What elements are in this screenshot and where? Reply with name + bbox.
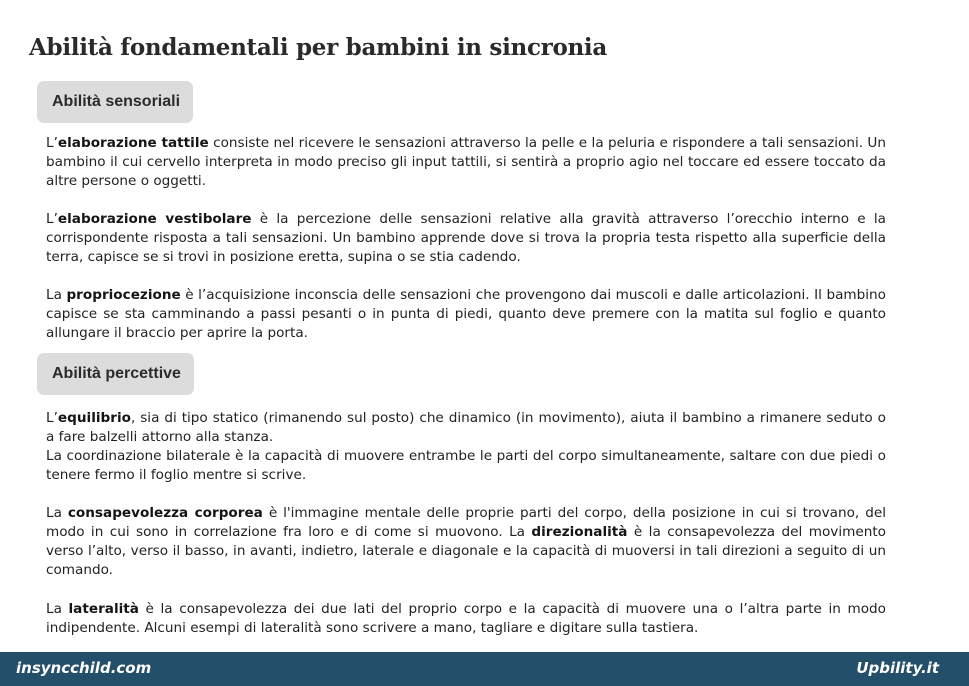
bold-term: propriocezione (66, 287, 181, 303)
footer-site-link[interactable]: insyncchild.com (16, 659, 152, 677)
footer-bar (0, 652, 969, 686)
paragraph-text: è la consapevolezza dei due lati del proprio corpo e la capacità di muovere una o l’altra parte in modo indipendente. Alcuni esempi di lateralità sono scrivere a mano, tagliare e digitare sulla tastiera. (46, 601, 886, 636)
paragraph-proprioception (46, 286, 886, 343)
bold-term: equilibrio (57, 410, 131, 426)
paragraph-text: La (46, 287, 67, 303)
paragraph-laterality (46, 600, 886, 638)
paragraph-balance (46, 409, 886, 447)
paragraph-text: è l'immagine mentale delle proprie parti del corpo, della posizione in cui si trovano, del modo in cui sono in correlazione fra loro e di come si muovono. La (46, 505, 886, 540)
paragraph-text: L’ (46, 211, 58, 227)
bold-term: elaborazione vestibolare (57, 211, 252, 227)
paragraph-text: , sia di tipo statico (rimanendo sul posto) che dinamico (in movimento), aiuta il bambino a rimanere seduto o a fare balzelli attorno alla stanza. (46, 410, 886, 445)
paragraph-text: è la consapevolezza del movimento verso l’alto, verso il basso, in avanti, indietro, laterale e diagonale e la capacità di muoversi in tali direzioni a seguito di un comando. (46, 524, 886, 578)
paragraph-text: è la percezione delle sensazioni relative alla gravità attraverso l’orecchio interno e la corrispondente risposta a tali sensazioni. Un bambino apprende dove si trova la propria testa rispetto alla superficie della terra, capisce se si trovi in posizione eretta, supina o se stia cadendo. (46, 211, 886, 265)
paragraph-text: L’ (46, 135, 58, 151)
paragraph-text: La (46, 601, 69, 617)
paragraph-text: L’ (46, 410, 58, 426)
paragraph-tactile (46, 134, 886, 191)
section-heading-perceptive: Abilità percettive (37, 353, 194, 395)
paragraph-text: è l’acquisizione inconscia delle sensazioni che provengono dai muscoli e dalle articolazioni. Il bambino capisce se sta camminando a passi pesanti o in punta di piedi, quanto deve premere con la matita sul foglio e quanto allungare il braccio per aprire la porta. (46, 287, 886, 341)
section-heading-sensory: Abilità sensoriali (37, 81, 193, 123)
paragraph-text: consiste nel ricevere le sensazioni attraverso la pelle e la peluria e rispondere a tali sensazioni. Un bambino il cui cervello interpreta in modo preciso gli input tattili, si sentirà a proprio agio nel toccare ed essere toccato da altre persone o oggetti. (46, 135, 886, 189)
paragraph-bilateral-coordination (46, 447, 886, 485)
bold-term: direzionalità (531, 524, 628, 540)
paragraph-text: La (46, 505, 68, 521)
bold-term: lateralità (68, 601, 139, 617)
paragraph-body-awareness (46, 504, 886, 580)
bold-term: consapevolezza corporea (67, 505, 263, 521)
paragraph-vestibular (46, 210, 886, 267)
footer-brand-logo[interactable]: Upbility.it (856, 659, 939, 677)
paragraph-text: La coordinazione bilaterale è la capacità di muovere entrambe le parti del corpo simultaneamente, saltare con due piedi o tenere fermo il foglio mentre si scrive. (46, 448, 886, 483)
page-title: Abilità fondamentali per bambini in sincronia (29, 34, 607, 61)
bold-term: elaborazione tattile (57, 135, 209, 151)
